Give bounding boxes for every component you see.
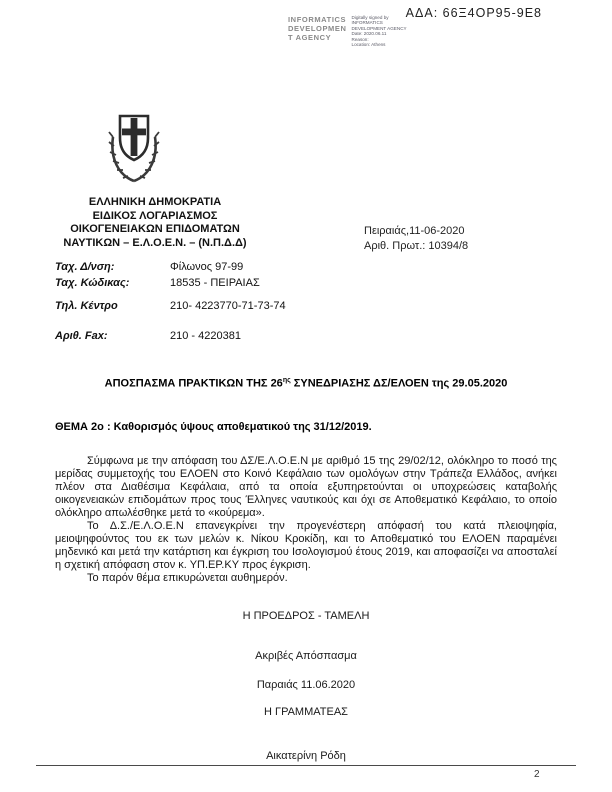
minutes-title: ΑΠΟΣΠΑΣΜΑ ΠΡΑΚΤΙΚΩΝ ΤΗΣ $26^{\eta\varsigma}$ ΣΥΝΕΔΡΙΑΣΗΣ ΔΣ/ΕΛΟΕΝ της 29.05.2020 (104, 377, 508, 390)
subject-heading: ΘΕΜΑ 2ο : Καθορισμός ύψους αποθεματικού της 31/12/2019. (55, 421, 372, 433)
org-line: ΟΙΚΟΓΕΝΕΙΑΚΩΝ ΕΠΙΔΟΜΑΤΩΝ (70, 223, 240, 235)
signature-details: Digitally signed by INFORMATICS DEVELOPMENT AGENCY Date: 2020.06.11 Reason: Location: Athens (351, 15, 407, 48)
president-line: Η ΠΡΟΕΔΡΟΣ - ΤΑΜΕΛΗ (242, 610, 370, 622)
digital-signature-stamp (288, 15, 416, 47)
certified-copy-line: Ακριβές Απόσπασμα (255, 650, 357, 662)
date-protocol-block (364, 224, 468, 254)
body-text (55, 455, 557, 585)
footer-divider (36, 765, 576, 766)
contact-row-address: Ταχ. Δ/νση: Φίλωνος 97-99 (55, 261, 244, 273)
city-date: Πειραιάς,11-06-2020 (364, 225, 465, 237)
contact-row-phone: Τηλ. Κέντρο 210- 4223770-71-73-74 (55, 300, 286, 312)
secretary-name: Αικατερίνη Ρόδη (266, 750, 346, 762)
body-paragraph: Το Δ.Σ./Ε.Λ.Ο.Ε.Ν επανεγκρίνει την προγενέστερη απόφασή του κατά πλειοψηφία, μειοψηφούντος του εκ των μελών κ. Νίκου Κροκίδη, και το Αποθεματικό του ΕΛΟΕΝ παραμένει μηδενικό και μετά την κατάρτιση και έγκριση του Ισολογισμού έτους 2019, και αποφασίζει να αποσταλεί η σχετική απόφαση στον κ. ΥΠ.ΕΡ.ΚΥ προς έγκριση. (55, 520, 557, 571)
protocol-number: Αριθ. Πρωτ.: 10394/8 (364, 240, 469, 252)
contact-details (55, 261, 375, 343)
greek-emblem-icon (104, 110, 164, 191)
body-paragraph: Σύμφωνα με την απόφαση του ΔΣ/Ε.Λ.Ο.Ε.Ν με αριθμό 15 της 29/02/12, ολόκληρο το ποσό της μερίδας συμμετοχής του ΕΛΟΕΝ στο Κοινό Κεφάλαιο των ομολόγων στην Τράπεζα Ελλάδος, ανήκει πλέον στα Διαθέσιμα Κεφάλαια, από τα οποία εξυπηρετούνται οι υποχρεώσεις καταβολής οικογενειακών επιδομάτων προς τους Έλληνες ναυτικούς και όχι σε Αποθεματικό Κεφάλαιο, το οποίο ολόκληρο απωλέσθηκε μετά το «κούρεμα». (55, 455, 557, 519)
org-line: ΝΑΥΤΙΚΩΝ – Ε.Λ.Ο.Ε.Ν. – (Ν.Π.Δ.Δ) (63, 236, 247, 249)
page-number: 2 (534, 769, 540, 780)
organization-block (38, 196, 272, 250)
body-paragraph: Το παρόν θέμα επικυρώνεται αυθημερόν. (87, 572, 288, 584)
ada-code: ΑΔΑ: 66Ξ4ΟΡ95-9Ε8 (405, 6, 542, 20)
contact-row-postcode: Ταχ. Κώδικας: 18535 - ΠΕΙΡΑΙΑΣ (55, 277, 260, 289)
place-date-line: Παραιάς 11.06.2020 (256, 679, 356, 691)
secretary-line: Η ΓΡΑΜΜΑΤΕΑΣ (264, 706, 348, 718)
contact-row-fax: Αριθ. Fax: 210 - 4220381 (55, 330, 241, 342)
org-line: ΕΙΔΙΚΟΣ ΛΟΓΑΡΙΑΣΜΟΣ (92, 209, 218, 222)
org-line: ΕΛΛΗΝΙΚΗ ΔΗΜΟΚΡΑΤΙΑ (88, 196, 222, 208)
signing-agency-name: INFORMATICS DEVELOPMEN T AGENCY (288, 15, 347, 42)
